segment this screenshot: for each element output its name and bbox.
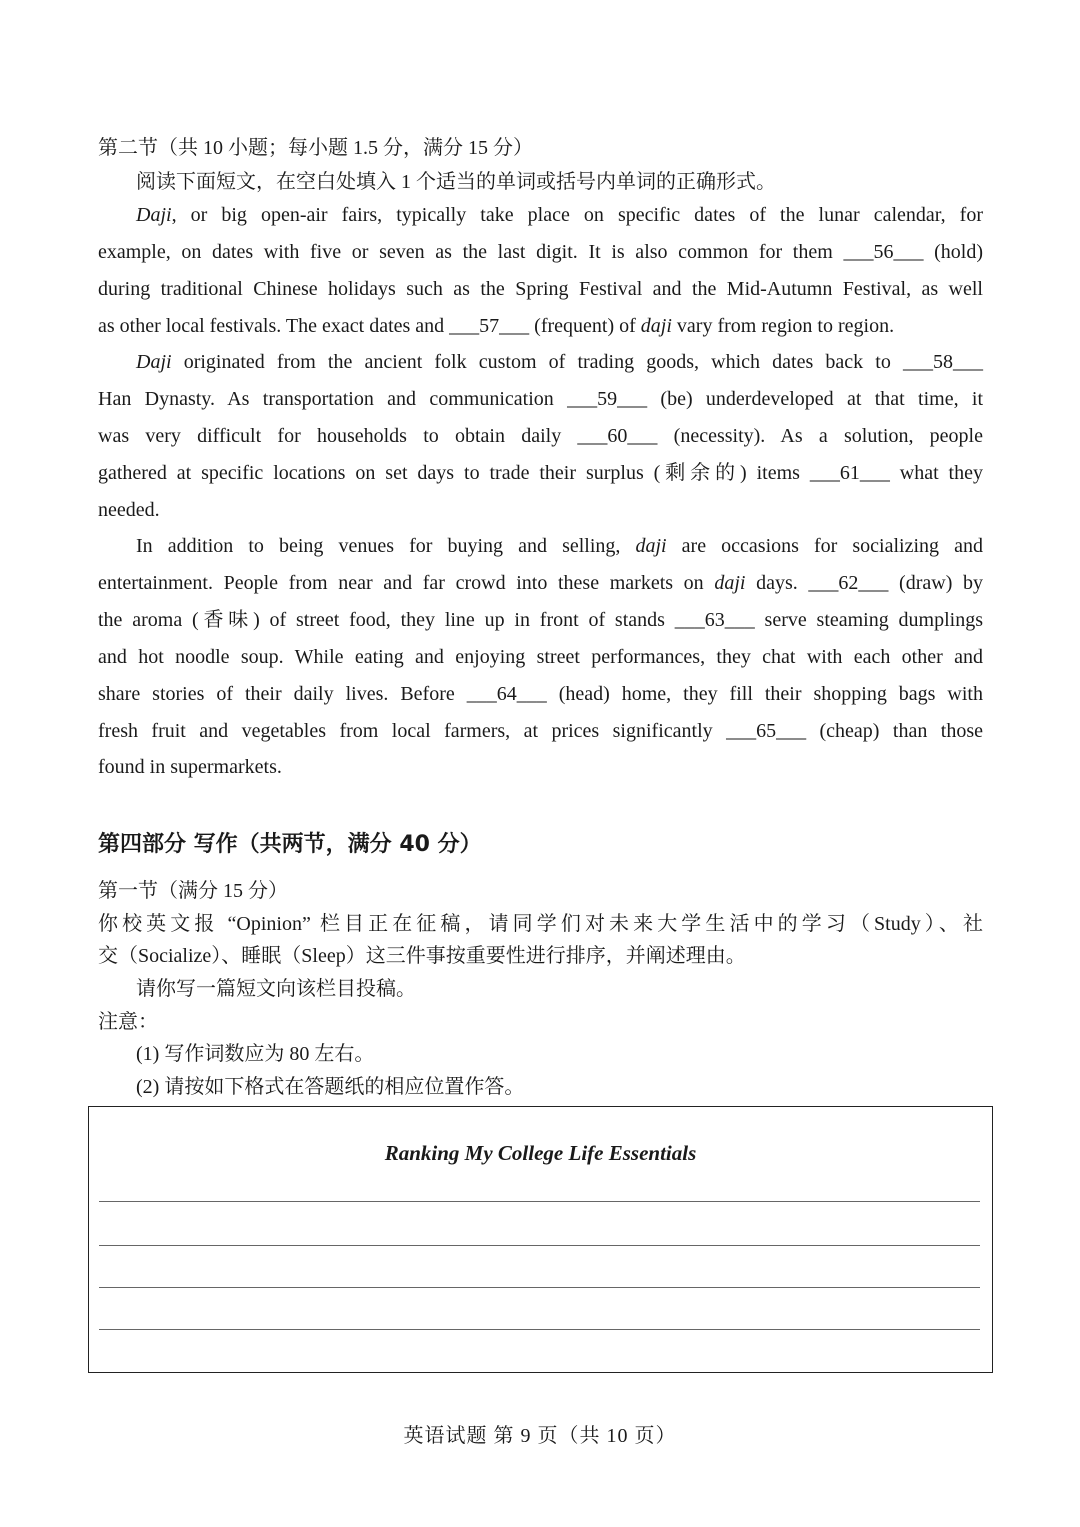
answer-format-box — [88, 1106, 993, 1373]
passage-line: needed. — [98, 499, 160, 521]
writing-prompt-line-2: 交（Socialize）、睡眠（Sleep）这三件事按重要性进行排序，并阐述理由。 — [98, 945, 746, 967]
passage-line: Han Dynasty. As transportation and communication ___59___ (be) underdeveloped at that time, it — [98, 388, 983, 410]
passage-line: and hot noodle soup. While eating and enjoying street performances, they chat with each other and — [98, 646, 983, 668]
section-2-heading: 第二节（共 10 小题；每小题 1.5 分，满分 15 分） — [98, 137, 533, 159]
writing-line — [99, 1201, 980, 1202]
writing-line — [99, 1287, 980, 1288]
passage-line: gathered at specific locations on set days to trade their surplus (剩余的) items ___61___ what they — [98, 462, 983, 484]
passage-line: entertainment. People from near and far crowd into these markets on daji days. ___62___ (draw) by — [98, 572, 984, 594]
passage-line: found in supermarkets. — [98, 756, 282, 778]
section-2-instruction: 阅读下面短文，在空白处填入 1 个适当的单词或括号内单词的正确形式。 — [136, 171, 776, 193]
answer-box-title: Ranking My College Life Essentials — [384, 1141, 697, 1165]
page-footer: 英语试题 第 9 页（共 10 页） — [403, 1425, 677, 1447]
writing-line — [99, 1245, 980, 1246]
passage-line: during traditional Chinese holidays such as the Spring Festival and the Mid-Autumn Festival, as well — [98, 278, 983, 300]
part-4-heading: 第四部分 写作（共两节，满分 40 分） — [98, 832, 482, 857]
passage-line: share stories of their daily lives. Before ___64___ (head) home, they fill their shopping bags with — [98, 683, 983, 705]
passage-line: Daji originated from the ancient folk custom of trading goods, which dates back to ___58___ — [136, 351, 983, 373]
note-1: (1) 写作词数应为 80 左右。 — [136, 1043, 375, 1065]
writing-line — [99, 1329, 980, 1330]
passage-line: In addition to being venues for buying and selling, daji are occasions for socializing and — [136, 535, 983, 557]
passage-line: as other local festivals. The exact dates and ___57___ (frequent) of daji vary from region to region. — [98, 315, 895, 337]
passage-line: example, on dates with five or seven as the last digit. It is also common for them ___56___ (hold) — [98, 241, 983, 263]
note-2: (2) 请按如下格式在答题纸的相应位置作答。 — [136, 1076, 525, 1098]
passage-line: fresh fruit and vegetables from local farmers, at prices significantly ___65___ (cheap) than those — [98, 720, 983, 742]
passage-line: Daji, or big open-air fairs, typically take place on specific dates of the lunar calendar, for — [136, 204, 983, 226]
writing-prompt-line-3: 请你写一篇短文向该栏目投稿。 — [136, 978, 416, 1000]
writing-section-1-heading: 第一节（满分 15 分） — [98, 880, 288, 902]
note-label: 注意： — [98, 1011, 158, 1033]
passage-line: the aroma (香味) of street food, they line up in front of stands ___63___ serve steaming dumplings — [98, 609, 983, 631]
passage-line: was very difficult for households to obtain daily ___60___ (necessity). As a solution, people — [98, 425, 983, 447]
writing-prompt-line-1: 你校英文报 “Opinion” 栏目正在征稿，请同学们对未来大学生活中的学习（Study）、社 — [98, 913, 983, 935]
